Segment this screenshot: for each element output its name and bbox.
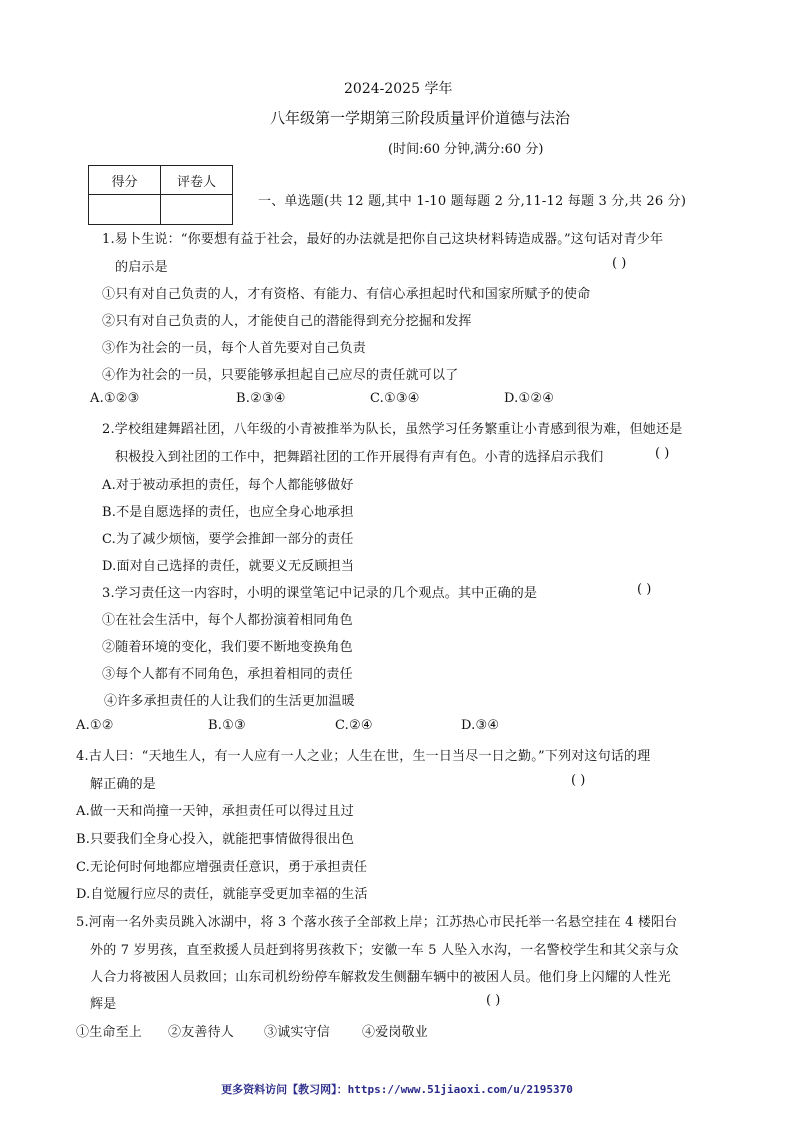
question-3-line-1: 3.学习责任这一内容时，小明的课堂笔记中记录的几个观点。其中正确的是 <box>102 586 538 601</box>
question-2-option-c[interactable]: C.为了减少烦恼，要学会推卸一部分的责任 <box>102 532 354 547</box>
exam-year: 2024-2025 学年 <box>344 81 453 97</box>
question-1-line-2: 的启示是 <box>115 260 168 275</box>
grader-cell[interactable] <box>161 195 233 225</box>
question-4-line-2: 解正确的是 <box>90 777 157 792</box>
question-2-option-d[interactable]: D.面对自己选择的责任，就要义无反顾担当 <box>102 559 355 574</box>
question-4-option-a[interactable]: A.做一天和尚撞一天钟，承担责任可以得过且过 <box>76 804 354 819</box>
question-1-answer-paren[interactable]: ( ) <box>612 256 627 271</box>
section-heading: 一、单选题(共 12 题,其中 1-10 题每题 2 分,11-12 每题 3 分,共 26 分) <box>258 194 687 209</box>
score-label: 得分 <box>89 166 161 195</box>
question-3-item: ④许多承担责任的人让我们的生活更加温暖 <box>104 694 355 709</box>
question-2-answer-paren[interactable]: ( ) <box>655 446 670 461</box>
question-4-line-1: 4.古人曰：“天地生人，有一人应有一人之业；人生在世，生一日当尽一日之勤。”下列对这句话的理 <box>76 749 651 764</box>
exam-title: 八年级第一学期第三阶段质量评价道德与法治 <box>270 109 571 127</box>
question-5-item: ④爱岗敬业 <box>362 1025 429 1040</box>
score-cell[interactable] <box>89 195 161 225</box>
question-3-item: ②随着环境的变化，我们要不断地变换角色 <box>102 640 353 655</box>
question-5-line-2: 外的 7 岁男孩，直至救援人员赶到将男孩救下；安徽一车 5 人坠入水沟，一名警校学生和其父亲与众 <box>90 943 679 958</box>
question-4-option-b[interactable]: B.只要我们全身心投入，就能把事情做得很出色 <box>76 832 355 847</box>
question-2-option-a[interactable]: A.对于被动承担的责任，每个人都能够做好 <box>102 478 354 493</box>
question-1-item: ①只有对自己负责的人，才有资格、有能力、有信心承担起时代和国家所赋予的使命 <box>102 287 591 302</box>
question-3-option-a[interactable]: A.①② <box>76 718 114 733</box>
question-2-line-2: 积极投入到社团的工作中，把舞蹈社团的工作开展得有声有色。小青的选择启示我们 <box>115 450 604 465</box>
footer-link[interactable]: 更多资料访问【教习网】：https://www.51jiaoxi.com/u/2195370 <box>221 1083 573 1096</box>
question-4-answer-paren[interactable]: ( ) <box>571 773 586 788</box>
question-5-item: ②友善待人 <box>168 1025 235 1040</box>
question-1-item: ②只有对自己负责的人，才能使自己的潜能得到充分挖掘和发挥 <box>102 314 472 329</box>
score-table <box>88 165 233 225</box>
question-3-item: ①在社会生活中，每个人都扮演着相同角色 <box>102 613 353 628</box>
question-2-option-b[interactable]: B.不是自愿选择的责任，也应全身心地承担 <box>102 505 354 520</box>
question-5-item: ③诚实守信 <box>264 1025 331 1040</box>
grader-label: 评卷人 <box>161 166 233 195</box>
question-1-line-1: 1.易卜生说：“你要想有益于社会，最好的办法就是把你自己这块材料铸造成器。”这句话对青少年 <box>102 232 664 247</box>
question-5-line-3: 人合力将被困人员救回；山东司机纷纷停车解救发生侧翻车辆中的被困人员。他们身上闪耀的人性光 <box>90 970 671 985</box>
question-1-item: ③作为社会的一员，每个人首先要对自己负责 <box>102 341 367 356</box>
question-5-item: ①生命至上 <box>76 1025 143 1040</box>
question-3-answer-paren[interactable]: ( ) <box>637 582 652 597</box>
question-3-option-d[interactable]: D.③④ <box>461 718 500 733</box>
question-1-option-c[interactable]: C.①③④ <box>370 391 420 406</box>
question-3-item: ③每个人都有不同角色，承担着相同的责任 <box>102 667 353 682</box>
question-1-option-d[interactable]: D.①②④ <box>504 391 555 406</box>
question-3-option-c[interactable]: C.②④ <box>335 718 373 733</box>
question-5-answer-paren[interactable]: ( ) <box>486 993 501 1008</box>
question-4-option-c[interactable]: C.无论何时何地都应增强责任意识，勇于承担责任 <box>76 860 368 875</box>
question-5-line-4: 辉是 <box>90 997 117 1012</box>
question-1-item: ④作为社会的一员，只要能够承担起自己应尽的责任就可以了 <box>102 368 459 383</box>
question-3-option-b[interactable]: B.①③ <box>208 718 246 733</box>
question-2-line-1: 2.学校组建舞蹈社团，八年级的小青被推举为队长，虽然学习任务繁重让小青感到很为难，但她还是 <box>102 422 683 437</box>
question-5-line-1: 5.河南一名外卖员跳入冰湖中，将 3 个落水孩子全部救上岸；江苏热心市民托举一名悬空挂在 4 楼阳台 <box>76 915 678 930</box>
question-1-option-a[interactable]: A.①②③ <box>90 391 140 406</box>
question-4-option-d[interactable]: D.自觉履行应尽的责任，就能享受更加幸福的生活 <box>76 887 368 902</box>
question-1-option-b[interactable]: B.②③④ <box>236 391 286 406</box>
exam-time: (时间:60 分钟,满分:60 分) <box>388 142 544 157</box>
